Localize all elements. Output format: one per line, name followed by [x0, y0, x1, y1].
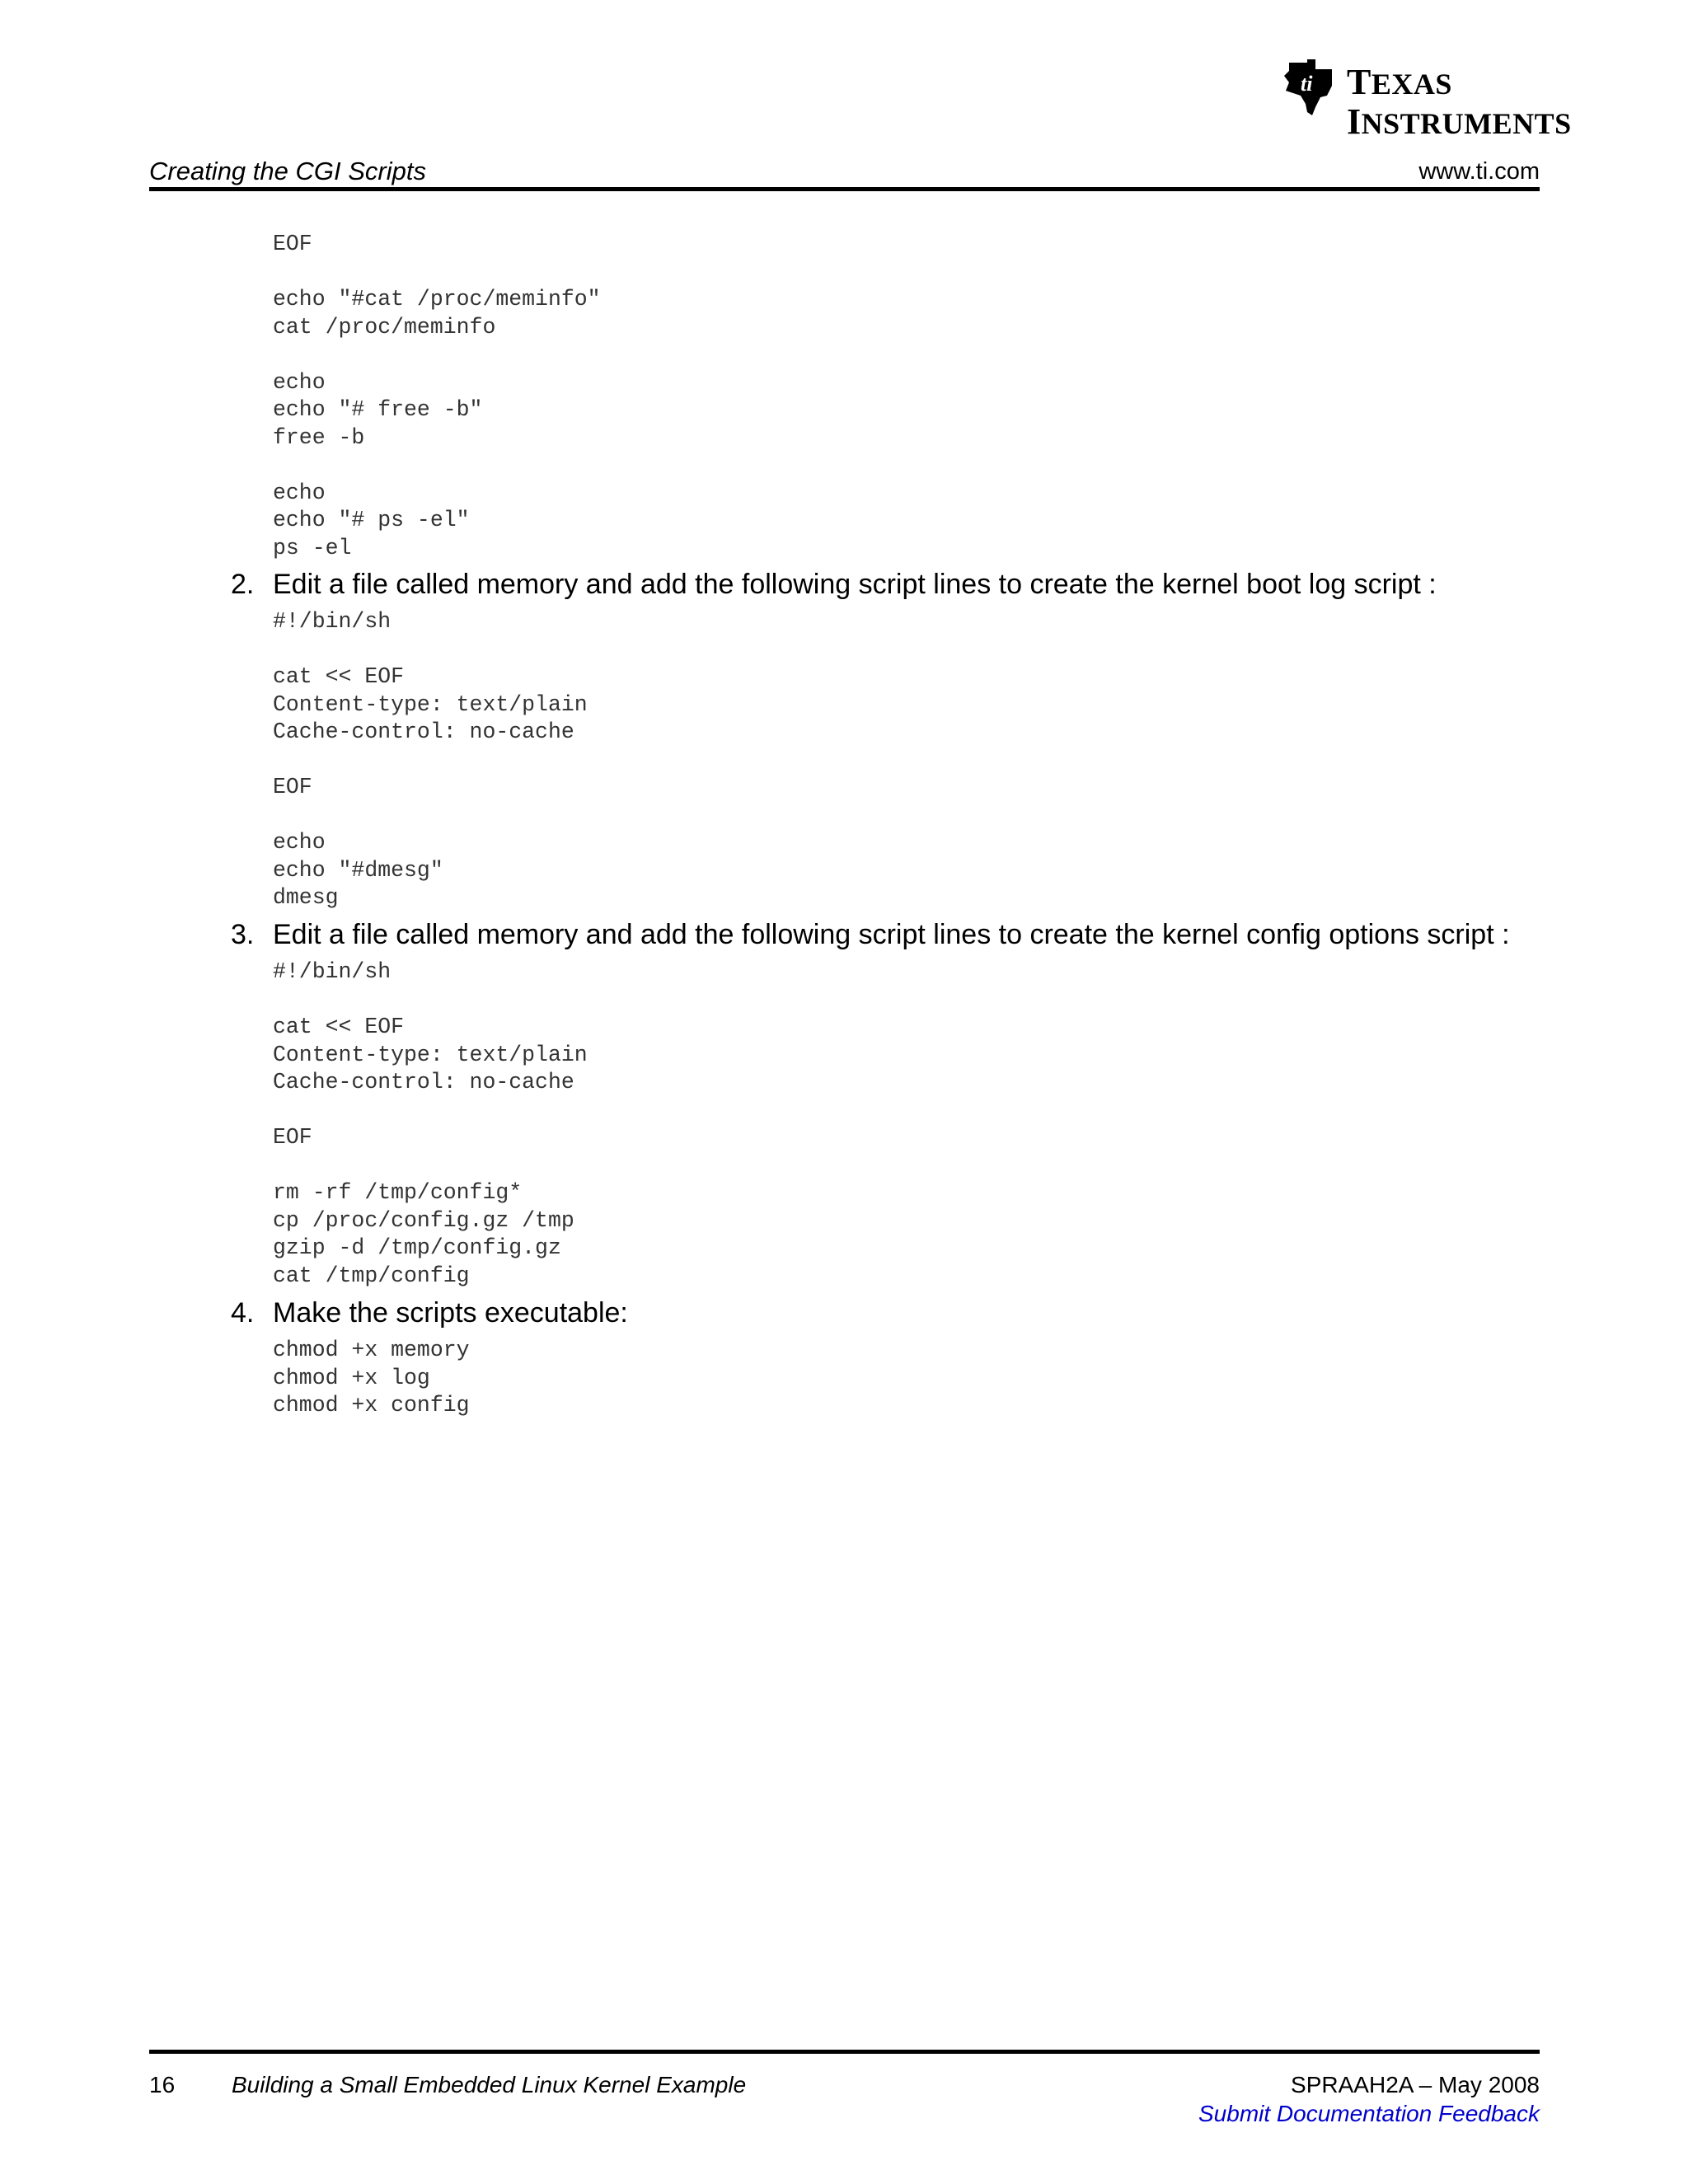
step-2 — [231, 568, 1437, 601]
step-number: 2. — [231, 569, 255, 600]
step-text: Make the scripts executable: — [273, 1297, 628, 1329]
document-title: Building a Small Embedded Linux Kernel Example — [232, 2072, 747, 2097]
code-block-config: #!/bin/sh cat << EOF Content-type: text/plain Cache-control: no-cache EOF rm -rf /tmp/config* cp /proc/config.gz /tmp gzip -d /tmp/config.gz cat /tmp/config — [273, 959, 588, 1288]
code-block-meminfo: EOF echo "#cat /proc/meminfo" cat /proc/meminfo echo echo "# free -b" free -b echo echo "# ps -el" ps -el — [273, 232, 601, 560]
logo-line1: TEXAS — [1347, 62, 1452, 102]
section-title: Creating the CGI Scripts — [149, 157, 426, 185]
code-block-log: #!/bin/sh cat << EOF Content-type: text/plain Cache-control: no-cache EOF echo echo "#dmesg" dmesg — [273, 609, 588, 910]
logo-line2: INSTRUMENTS — [1347, 101, 1572, 142]
ti-logo-icon — [1282, 58, 1339, 117]
footer-rule — [149, 2050, 1540, 2054]
document-id: SPRAAH2A – May 2008 — [1291, 2072, 1540, 2097]
header-rule — [149, 187, 1540, 191]
step-text: Edit a file called memory and add the following script lines to create the kernel boot log script : — [273, 569, 1437, 600]
ti-logo — [1282, 58, 1572, 142]
svg-text:ti: ti — [1301, 72, 1313, 96]
step-3 — [231, 918, 1510, 951]
feedback-link[interactable]: Submit Documentation Feedback — [1198, 2101, 1540, 2126]
site-url[interactable]: www.ti.com — [1418, 158, 1540, 185]
logo-wordmark — [1347, 64, 1572, 140]
code-block-chmod: chmod +x memory chmod +x log chmod +x config — [273, 1338, 470, 1418]
step-number: 4. — [231, 1297, 255, 1329]
step-4 — [231, 1296, 628, 1329]
step-text: Edit a file called memory and add the following script lines to create the kernel config options script : — [273, 919, 1510, 950]
step-number: 3. — [231, 919, 255, 950]
page-number: 16 — [149, 2072, 176, 2097]
